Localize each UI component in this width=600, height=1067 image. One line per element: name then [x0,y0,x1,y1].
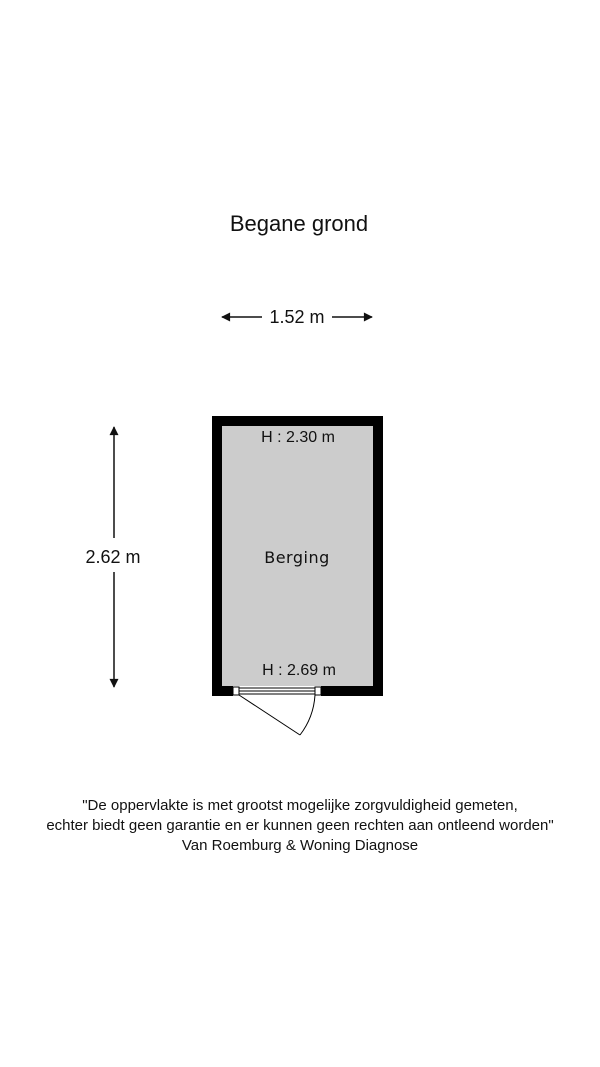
door-jamb-left [233,687,239,695]
width-dimension-label: 1.52 m [269,307,325,327]
disclaimer-line-3: Van Roemburg & Woning Diagnose [181,837,419,854]
disclaimer-line-1: "De oppervlakte is met grootst mogelijke zorgvuldigheid gemeten, [82,797,518,814]
depth-dimension-label: 2.62 m [85,547,141,567]
door-jamb-right [315,687,321,695]
floor-title: Begane grond [229,211,369,236]
disclaimer-text [0,796,600,856]
door-leaf [239,695,300,735]
room-height-bottom-label: H : 2.69 m [262,662,336,679]
door-swing-arc [300,695,315,735]
room-name-label: Berging [264,548,330,567]
room-height-top-label: H : 2.30 m [261,429,335,446]
disclaimer-line-2: echter biedt geen garantie en er kunnen geen rechten aan ontleend worden" [46,817,554,834]
